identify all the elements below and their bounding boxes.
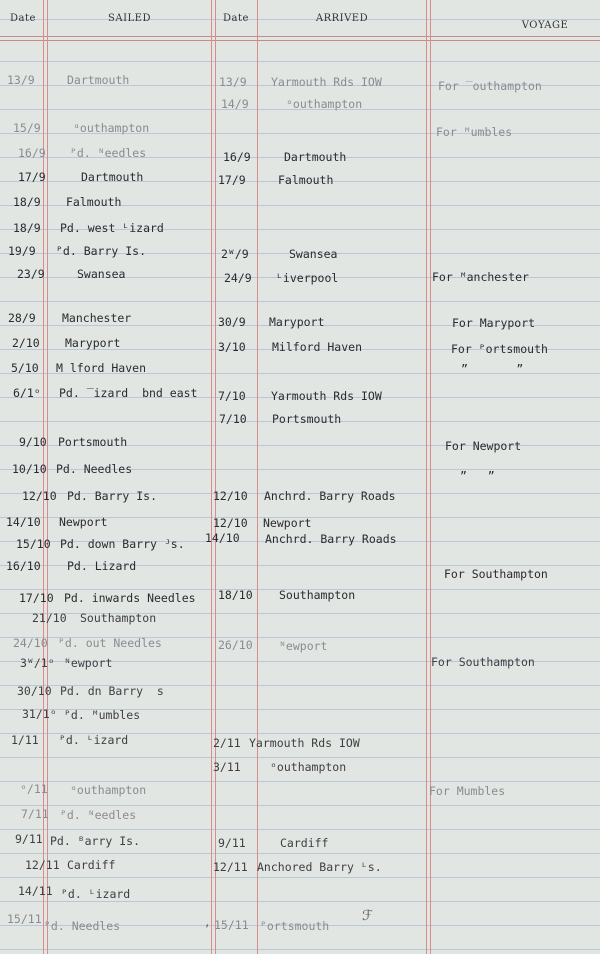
sailed-date: 23/9 (17, 267, 45, 281)
arrived-place: Swansea (289, 247, 338, 261)
header-rule-double (0, 40, 600, 41)
sailed-date: 15/11 (7, 912, 42, 926)
sailed-date: 13/9 (7, 73, 35, 87)
sailed-date: 3ᵂ/1ᵒ (20, 656, 55, 670)
sailed-date: 24/10 (13, 636, 48, 650)
voyage: ” ” (460, 469, 495, 483)
arrived-place: Anchored Barry ᴸs. (257, 860, 382, 874)
sailed-date: 17/9 (18, 170, 46, 184)
arrived-date: 7/10 (219, 412, 247, 426)
arrived-date: 14/10 (205, 531, 240, 545)
sailed-date: 10/10 (12, 462, 47, 476)
header-date-sailed: Date (10, 13, 36, 24)
arrived-place: Portsmouth (272, 412, 342, 426)
sailed-place: Pd. dn Barry s (60, 684, 164, 698)
arrived-place: Dartmouth (284, 150, 347, 164)
sailed-place: Falmouth (66, 195, 122, 209)
sailed-date: 5/10 (11, 361, 39, 375)
sailed-place: ᴾd. ᴹumbles (64, 708, 141, 722)
sailed-place: Pd. Lizard (67, 559, 137, 573)
sailed-date: 16/10 (6, 559, 41, 573)
sailed-place: Cardiff (67, 858, 116, 872)
sailed-date: 19/9 (8, 244, 36, 258)
arrived-place: Milford Haven (272, 340, 363, 354)
sailed-place: ᴾd. ᴸizard (61, 887, 131, 901)
sailed-place: Dartmouth (81, 170, 144, 184)
sailed-place: ᴾd. ᴸizard (59, 733, 129, 747)
arrived-place: Newport (263, 516, 312, 530)
sailed-place: Manchester (62, 311, 132, 325)
sailed-place: ᴺewport (64, 656, 113, 670)
sailed-place: M lford Haven (56, 361, 147, 375)
arrived-place: Anchrd. Barry Roads (264, 489, 396, 503)
sailed-place: ᴾd. Needles (44, 919, 121, 933)
sailed-place: ᴾd. out Needles (58, 636, 162, 650)
voyage: ” ” (461, 362, 524, 376)
sailed-place: Pd. inwards Needles (64, 591, 196, 605)
arrived-place: Yarmouth Rds IOW (249, 736, 360, 750)
voyage: For Mumbles (429, 784, 506, 798)
sailed-place: Pd. Needles (56, 462, 133, 476)
sailed-place: Pd. Barry Is. (67, 489, 158, 503)
arrived-place: ᴾortsmouth (260, 919, 330, 933)
sailed-date: 12/11 (25, 858, 60, 872)
sailed-date: 21/10 (32, 611, 67, 625)
arrived-date: 15/11 (214, 918, 249, 932)
sailed-date: 12/10 (22, 489, 57, 503)
sailed-date: 16/9 (18, 146, 46, 160)
sailed-date: 17/10 (19, 591, 54, 605)
arrived-date: 26/10 (218, 638, 253, 652)
arrived-date: 18/10 (218, 588, 253, 602)
arrived-place: Southampton (279, 588, 356, 602)
col-rule-4b (430, 0, 431, 954)
arrived-date: 12/10 (213, 489, 248, 503)
voyage: For ‾outhampton (438, 79, 542, 93)
arrived-date: 14/9 (221, 97, 249, 111)
col-rule-4 (426, 0, 427, 954)
voyage: For ᴹanchester (432, 270, 529, 284)
sailed-date: 15/9 (13, 121, 41, 135)
sailed-place: Pd. down Barry ᴶs. (60, 537, 185, 551)
sailed-place: ᵅouthampton (73, 121, 150, 135)
header-sailed: SAILED (108, 13, 151, 24)
sailed-place: Maryport (65, 336, 121, 350)
sailed-date: 9/10 (19, 435, 47, 449)
sailed-date: 9/11 (15, 832, 43, 846)
arrived-place: ᴸiverpool (276, 271, 339, 285)
voyage: For ᴹumbles (436, 125, 513, 139)
sailed-place: Dartmouth (67, 73, 130, 87)
arrived-place: Cardiff (280, 836, 329, 850)
arrived-date: 2ᵂ/9 (221, 247, 249, 261)
arrived-place: Yarmouth Rds IOW (271, 389, 382, 403)
arrived-place: ᵒouthampton (286, 97, 363, 111)
arrived-place: Yarmouth Rds IOW (271, 75, 382, 89)
sailed-place: ᴾd. Barry Is. (56, 244, 147, 258)
voyage: For Maryport (452, 316, 536, 330)
sailed-place: Pd. ‾izard bnd east (59, 386, 198, 400)
arrived-place: Falmouth (278, 173, 334, 187)
voyage: For Southampton (431, 655, 535, 669)
sailed-date: 31/1ᵒ (22, 707, 57, 721)
sailed-date: ᵒ/11 (20, 782, 48, 796)
arrived-place: Maryport (269, 315, 325, 329)
sailed-date: 28/9 (8, 311, 36, 325)
pencil-mark: ℱ (362, 908, 374, 924)
arrived-date: 9/11 (218, 836, 246, 850)
header-date-arrived: Date (223, 13, 249, 24)
arrived-date: 24/9 (224, 271, 252, 285)
voyage: For Newport (445, 439, 522, 453)
comma-mark: , (204, 916, 211, 929)
arrived-date: 16/9 (223, 150, 251, 164)
sailed-date: 7/11 (21, 807, 49, 821)
sailed-place: Newport (59, 515, 108, 529)
arrived-date: 13/9 (219, 75, 247, 89)
col-rule-2 (211, 0, 212, 954)
sailed-date: 15/10 (16, 537, 51, 551)
sailed-date: 14/10 (6, 515, 41, 529)
sailed-place: ᴾd. ᴺeedles (70, 146, 147, 160)
sailed-date: 6/1ᵒ (13, 386, 41, 400)
arrived-date: 17/9 (218, 173, 246, 187)
col-rule-3 (257, 0, 258, 954)
sailed-place: Southampton (80, 611, 157, 625)
sailed-place: ᴾd. ᴺeedles (60, 808, 137, 822)
arrived-date: 7/10 (218, 389, 246, 403)
sailed-date: 18/9 (13, 221, 41, 235)
arrived-date: 2/11 (213, 736, 241, 750)
col-rule-2b (215, 0, 216, 954)
sailed-date: 1/11 (11, 733, 39, 747)
header-voyage: VOYAGE (521, 20, 569, 31)
arrived-date: 12/11 (213, 860, 248, 874)
arrived-date: 3/11 (213, 760, 241, 774)
arrived-place: Anchrd. Barry Roads (265, 532, 397, 546)
arrived-date: 30/9 (218, 315, 246, 329)
sailed-date: 18/9 (13, 195, 41, 209)
sailed-place: Pd. west ᴸizard (60, 221, 164, 235)
sailed-date: 2/10 (12, 336, 40, 350)
sailed-date: 30/10 (17, 684, 52, 698)
arrived-place: ᵒouthampton (270, 760, 347, 774)
sailed-place: Pd. ᴮarry Is. (50, 834, 141, 848)
header-arrived: ARRIVED (315, 13, 369, 24)
header-rule (0, 36, 600, 37)
sailed-place: Swansea (77, 267, 126, 281)
sailed-place: Portsmouth (58, 435, 128, 449)
arrived-date: 3/10 (218, 340, 246, 354)
voyage: For ᴾortsmouth (451, 342, 548, 356)
arrived-place: ᴺewport (279, 639, 328, 653)
sailed-place: ᵅouthampton (70, 783, 147, 797)
voyage: For Southampton (444, 567, 548, 581)
arrived-date: 12/10 (213, 516, 248, 530)
sailed-date: 14/11 (18, 884, 53, 898)
